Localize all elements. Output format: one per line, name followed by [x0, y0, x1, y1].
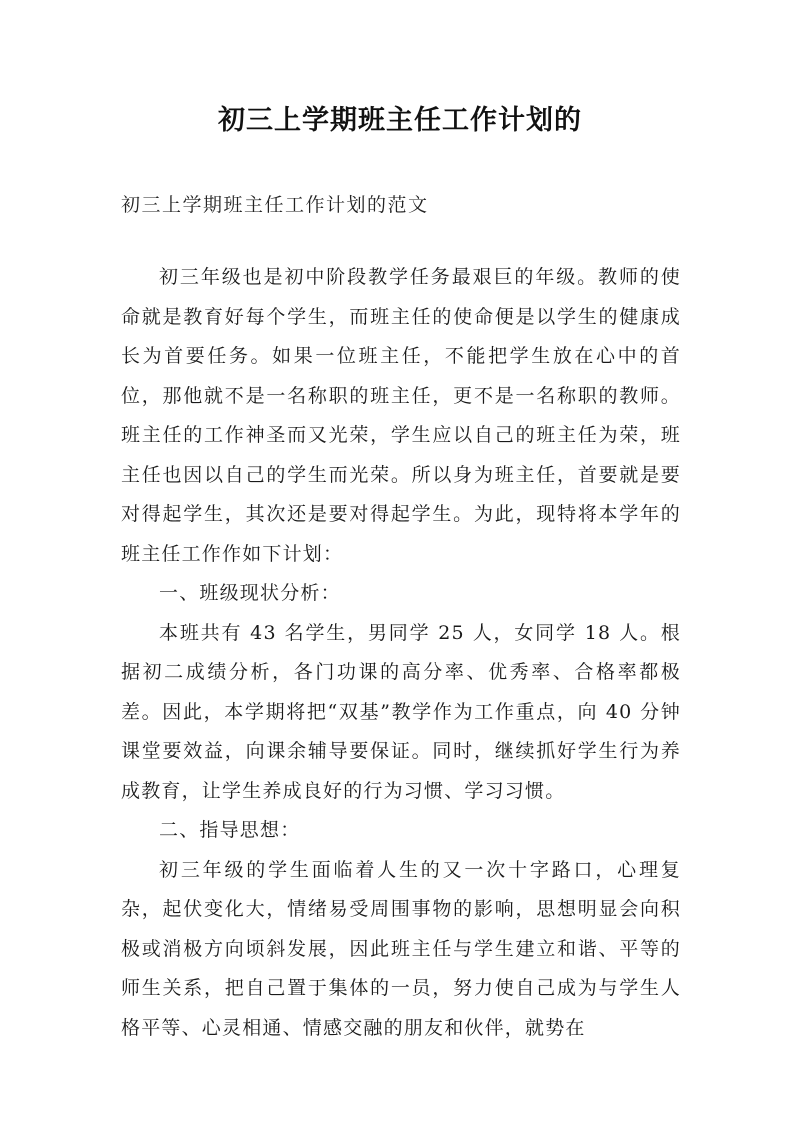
- paragraph-class-status: 本班共有 43 名学生，男同学 25 人，女同学 18 人。根据初二成绩分析，各门功课的高分率、优秀率、合格率都极差。因此，本学期将把“双基”教学作为工作重点，向 40 分钟课堂要效益，向课余辅导要保证。同时，继续抓好学生行为养成教育，让学生养成良好的行为习惯、学习习惯。: [121, 621, 681, 802]
- document-body: [121, 258, 681, 1048]
- document-subtitle: 初三上学期班主任工作计划的范文: [121, 194, 429, 216]
- section-heading-class-status: 一、班级现状分析：: [159, 582, 341, 604]
- section-heading-guiding-thought: 二、指导思想：: [159, 819, 301, 841]
- paragraph-intro: 初三年级也是初中阶段教学任务最艰巨的年级。教师的使命就是教育好每个学生，而班主任的使命便是以学生的健康成长为首要任务。如果一位班主任，不能把学生放在心中的首位，那他就不是一名称职的班主任，更不是一名称职的教师。班主任的工作神圣而又光荣，学生应以自己的班主任为荣，班主任也因以自己的学生而光荣。所以身为班主任，首要就是要对得起学生，其次还是要对得起学生。为此，现特将本学年的班主任工作作如下计划：: [121, 266, 681, 565]
- document-title: 初三上学期班主任工作计划的: [218, 105, 582, 136]
- paragraph-guiding-thought: 初三年级的学生面临着人生的又一次十字路口，心理复杂，起伏变化大，情绪易受周围事物的影响，思想明显会向积极或消极方向顷斜发展，因此班主任与学生建立和谐、平等的师生关系，把自己置于集体的一员，努力使自己成为与学生人格平等、心灵相通、情感交融的朋友和伙伴，就势在: [121, 858, 681, 1039]
